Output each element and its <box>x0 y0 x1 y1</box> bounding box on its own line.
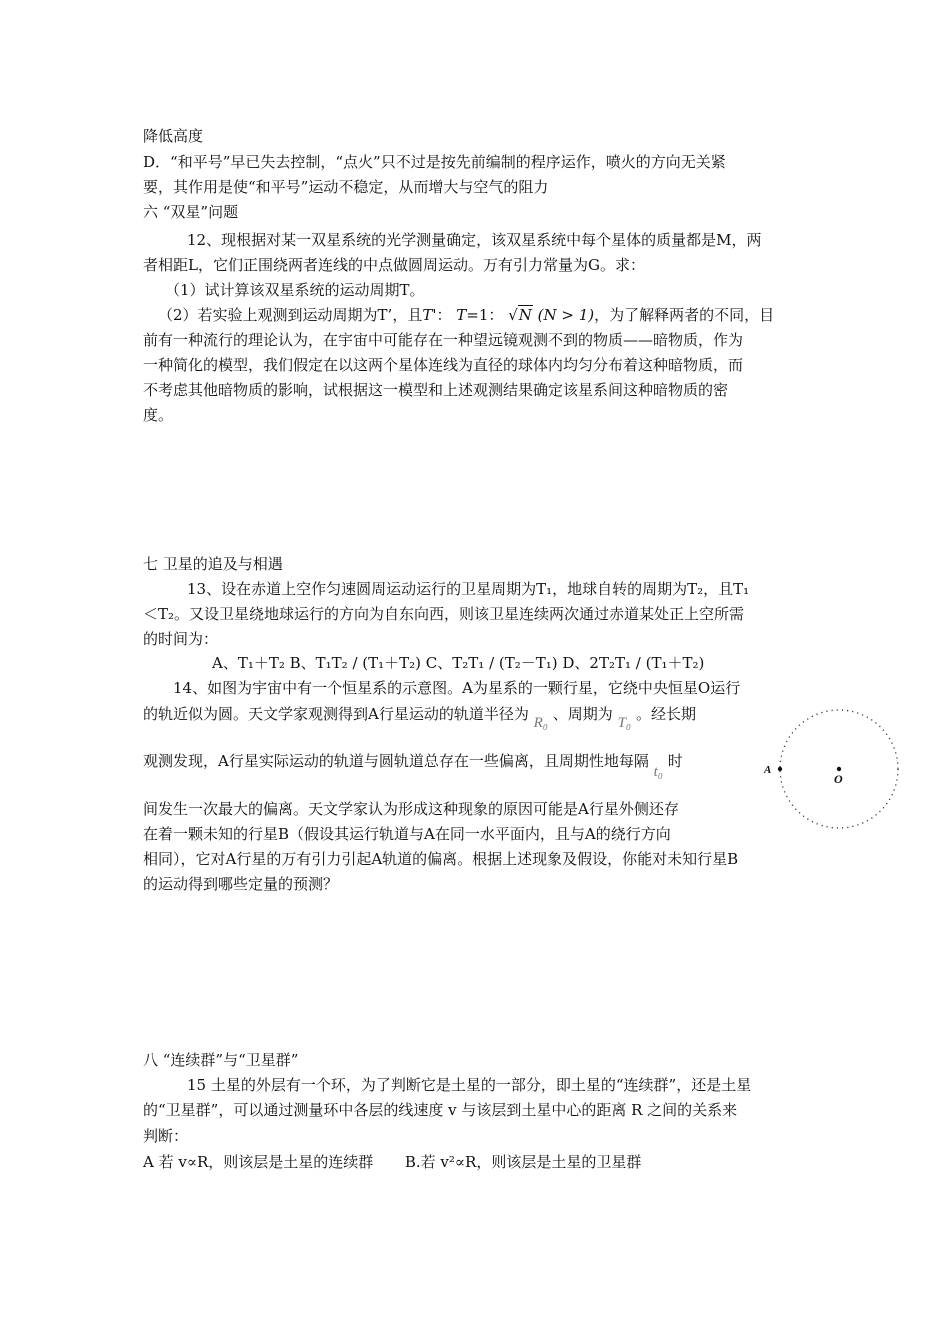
q15-option-a: A 若 v∝R，则该层是土星的连续群 <box>143 1153 374 1171</box>
q15-option-b: B.若 v²∝R，则该层是土星的卫星群 <box>404 1153 642 1171</box>
q14-line2-text-a: 的轨近似为圆。天文学家观测得到A行星运动的轨道半径为 <box>143 705 529 723</box>
t-symbol: T <box>456 306 467 324</box>
question-12-line-5: 前有一种流行的理论认为，在宇宙中可能存在一种望远镜观测不到的物质——暗物质，作为 <box>143 331 744 349</box>
question-12-line-8: 度。 <box>143 406 174 424</box>
question-12-line-7: 不考虑其他暗物质的影响，试根据这一模型和上述观测结果确定该星系间这种暗物质的密 <box>143 381 729 399</box>
star-o-dot <box>837 767 841 771</box>
option-d-line-1: D．“和平号”早已失去控制，“点火”只不过是按先前编制的程序运作，喷火的方向无关紧 <box>143 153 726 171</box>
q12-colon: ： <box>436 306 452 324</box>
section-7-heading: 七 卫星的追及与相遇 <box>143 555 283 573</box>
question-14-line-3 <box>143 750 683 780</box>
q12-part2-text-b: ，为了解释两者的不同，目 <box>594 306 775 324</box>
q14-line2-text-c: 。经长期 <box>635 705 696 723</box>
question-14-line-2 <box>143 703 696 731</box>
question-12-line-2: 者相距L，它们正围绕两者连线的中点做圆周运动。万有引力常量为G。求： <box>143 256 645 274</box>
question-12-part-1: （1）试计算该双星系统的运动周期T。 <box>165 281 425 299</box>
planet-a-dot <box>778 767 782 771</box>
question-14-line-6: 相同），它对A行星的万有引力引起A轨道的偏离。根据上述现象及假设，你能对未知行星B <box>143 850 739 868</box>
question-12-part-2-line-1 <box>158 304 774 326</box>
question-14-line-5: 在着一颗未知的行星B（假设其运行轨道与A在同一水平面内，且与A的绕行方向 <box>143 825 671 843</box>
r0-symbol: R₀ <box>533 715 549 731</box>
star-system-figure <box>760 703 910 833</box>
question-15-line-3: 判断： <box>143 1127 189 1145</box>
label-a: A <box>764 764 772 776</box>
question-15-options <box>143 1151 641 1173</box>
question-12-line-1: 12、现根据对某一双星系统的光学测量确定，该双星系统中每个星体的质量都是M，两 <box>187 231 762 249</box>
sqrt-radicand: N <box>518 306 532 324</box>
question-13-line-3: 的时间为： <box>143 630 219 648</box>
q12-part2-text-a: （2）若实验上观测到运动周期为T’，且 <box>158 306 423 324</box>
question-14-line-4: 间发生一次最大的偏离。天文学家认为形成这种现象的原因可能是A行星外侧还存 <box>143 800 679 818</box>
option-d-line-2: 要，其作用是使“和平号”运动不稳定，从而增大与空气的阻力 <box>143 178 549 196</box>
t0-symbol: T₀ <box>617 715 632 731</box>
q14-line2-text-b: 、周期为 <box>552 705 613 723</box>
q14-line3-text-b: 时 <box>667 752 683 770</box>
question-14-line-7: 的运动得到哪些定量的预测？ <box>143 875 339 893</box>
question-13-line-2: ＜T₂。又设卫星绕地球运行的方向为自东向西，则该卫星连续两次通过赤道某处正上空所需 <box>143 605 745 623</box>
q14-line3-text-a: 观测发现，A行星实际运动的轨道与圆轨道总存在一些偏离，且周期性地每隔 <box>143 752 649 770</box>
t-prime-symbol: T' <box>422 306 437 324</box>
question-13-options: A、T₁＋T₂ B、T₁T₂ / (T₁＋T₂) C、T₂T₁ / (T₂－T₁) D、2T₂T₁ / (T₁＋T₂) <box>212 654 705 672</box>
section-8-heading: 八 “连续群”与“卫星群” <box>143 1051 299 1069</box>
line-reduce-altitude: 降低高度 <box>143 127 204 145</box>
small-t0-symbol: t₀ <box>653 764 664 780</box>
question-15-line-1: 15 土星的外层有一个环，为了判断它是土星的一部分，即土星的“连续群”，还是土星 <box>187 1076 752 1094</box>
n-condition: (N > 1) <box>537 306 595 324</box>
section-6-heading: 六 “双星”问题 <box>143 203 239 221</box>
label-o: O <box>834 772 843 786</box>
question-12-line-6: 一种简化的模型，我们假定在以这两个星体连线为直径的球体内均匀分布着这种暗物质，而 <box>143 356 744 374</box>
q12-equals: =1： <box>466 306 504 324</box>
sqrt-symbol: √ <box>508 306 518 324</box>
question-13-line-1: 13、设在赤道上空作匀速圆周运动运行的卫星周期为T₁，地球自转的周期为T₂，且T₁ <box>187 580 750 598</box>
question-14-line-1: 14、如图为宇宙中有一个恒星系的示意图。A为星系的一颗行星，它绕中央恒星O运行 <box>173 679 741 697</box>
question-15-line-2: 的“卫星群”，可以通过测量环中各层的线速度 v 与该层到土星中心的距离 R 之间的关系来 <box>143 1101 738 1119</box>
